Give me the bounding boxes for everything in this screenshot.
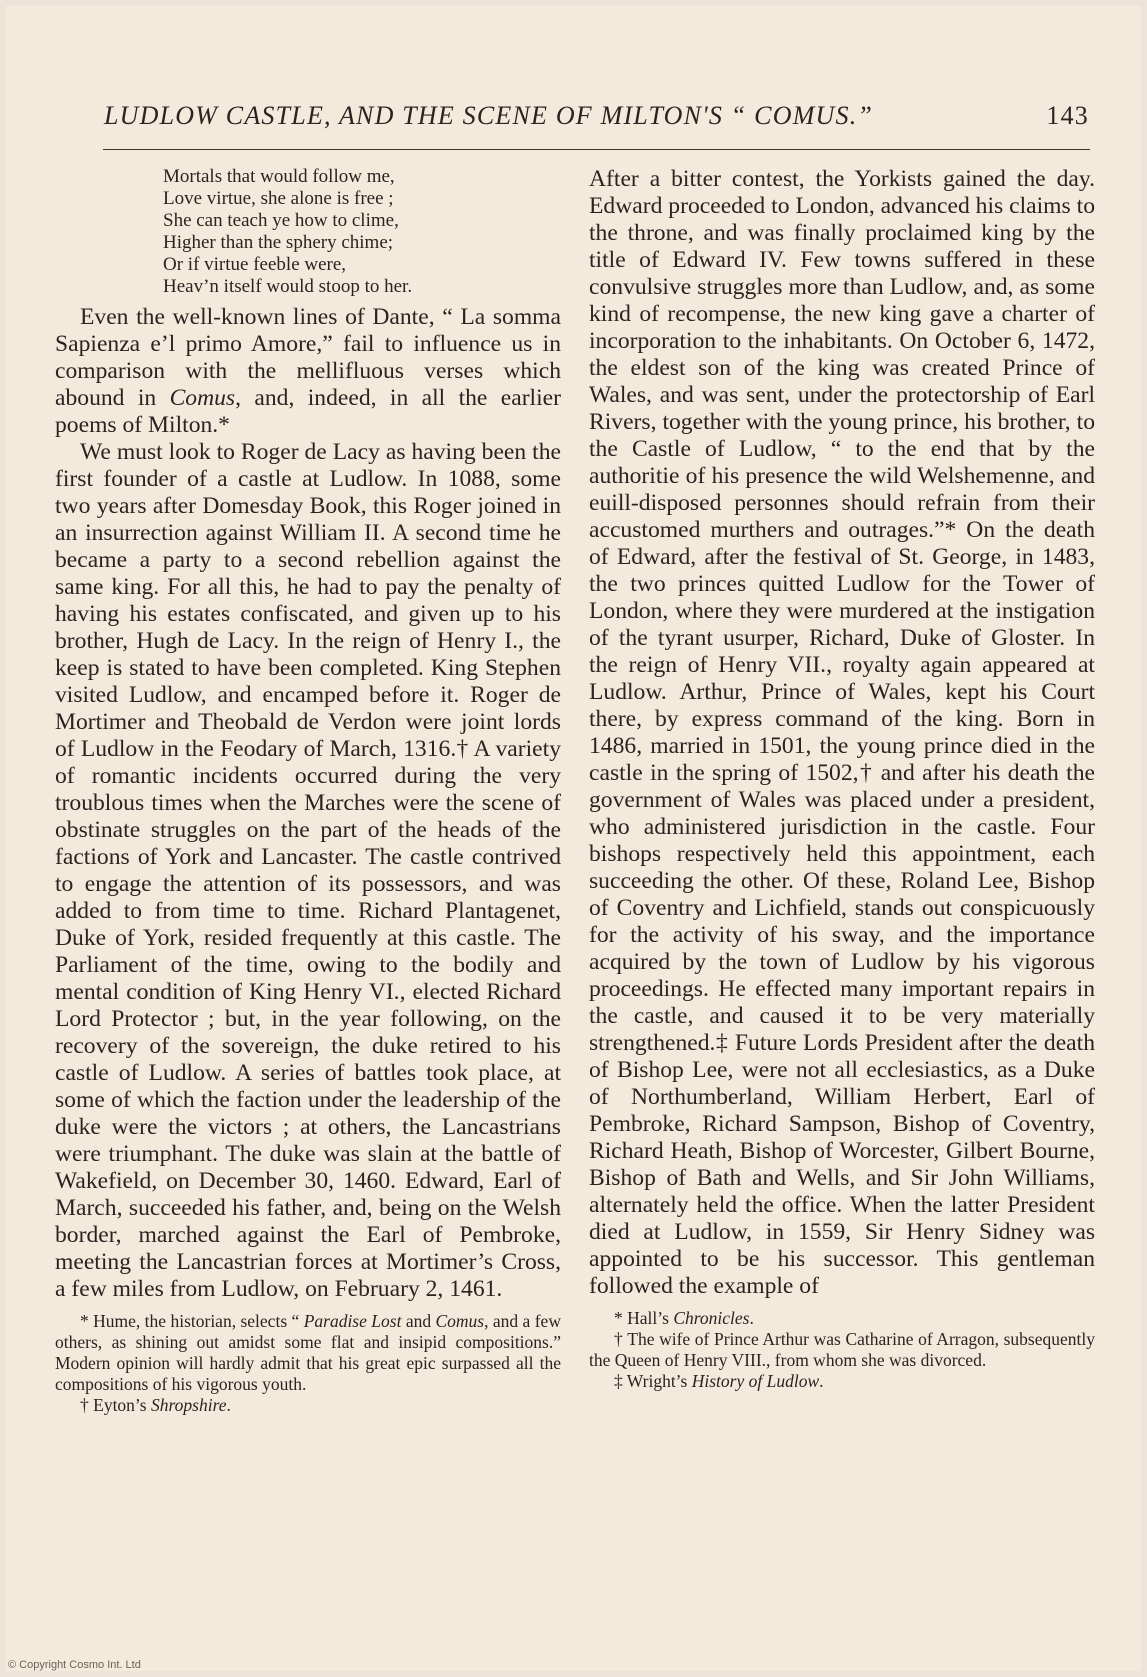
footnotes (55, 1311, 561, 1416)
verse-line: Or if virtue feeble were, (163, 254, 347, 275)
paragraph: We must look to Roger de Lacy as having been the first founder of a castle at Ludlow. In 1088, some two years after Domesday Book, this Roger joined in an insurrection against William II. A second time he became a party to a second rebellion against the same king. For all this, he had to pay the penalty of having his estates confiscated, and given up to his brother, Hugh de Lacy. In the reign of Henry I., the keep is stated to have been completed. King Stephen visited Ludlow, and encamped before it. Roger de Mortimer and Theobald de Verdon were joint lords of Ludlow in the Feodary of March, 1316.† A variety of romantic incidents occurred during the very troublous times when the Marches were the scene of obstinate struggles on the part of the heads of the factions of York and Lancaster. The castle contrived to engage the attention of its possessors, and was added to from time to time. Richard Plantagenet, Duke of York, resided frequently at this castle. The Parliament of the time, owing to the bodily and mental condition of King Henry VI., elected Richard Lord Protector ; but, in the year following, on the recovery of the sovereign, the duke retired to his castle of Ludlow. A series of battles took place, at some of which the faction under the leadership of the duke were the victors ; at others, the Lancastrians were triumphant. The duke was slain at the battle of Wakefield, on December 30, 1460. Edward, Earl of March, succeeded his father, and, being on the Welsh border, marched against the Earl of Pembroke, meeting the Lancastrian forces at Mortimer’s Cross, a few miles from Ludlow, on February 2, 1461. (55, 439, 561, 1302)
header-rule (103, 149, 1090, 150)
running-title: LUDLOW CASTLE, AND THE SCENE OF MILTON'S “ COMUS.” (104, 101, 874, 130)
left-column (55, 166, 561, 1416)
verse-line: Higher than the sphery chime; (163, 232, 394, 253)
footnote: * Hume, the historian, selects “ Paradise Lost and Comus, and a few others, as shining out amidst some flat and insipid compositions.” Modern opinion will hardly admit that his great epic surpassed all the compositions of his vigorous youth. (55, 1311, 561, 1394)
paragraph: Even the well-known lines of Dante, “ La somma Sapienza e’l primo Amore,” fail to influence us in comparison with the mellifluous verses which abound in Comus, and, indeed, in all the earlier poems of Milton.* (55, 304, 562, 438)
verse-line: Love virtue, she alone is free ; (163, 188, 394, 209)
footnotes (589, 1308, 1095, 1392)
verse-line: Mortals that would follow me, (163, 166, 395, 187)
running-header (104, 101, 1089, 131)
verse-line: She can teach ye how to clime, (163, 210, 399, 231)
verse-line: Heav’n itself would stoop to her. (163, 276, 413, 297)
footnote: † The wife of Prince Arthur was Catharine of Arragon, subsequently the Queen of Henry VIII., from whom she was divorced. (589, 1329, 1095, 1370)
verse-quote (163, 166, 561, 298)
paragraph: After a bitter contest, the Yorkists gained the day. Edward proceeded to London, advanced his claims to the throne, and was finally proclaimed king by the title of Edward IV. Few towns suffered in these convulsive struggles more than Ludlow, and, as some kind of recompense, the new king gave a charter of incorporation to the inhabitants. On October 6, 1472, the eldest son of the king was created Prince of Wales, and was sent, under the protectorship of Earl Rivers, together with the young prince, his brother, to the Castle of Ludlow, “ to the end that by the authoritie of his presence the wild Welshemenne, and euill-disposed personnes should refrain from their accustomed murthers and outrages.”* On the death of Edward, after the festival of St. George, in 1483, the two princes quitted Ludlow for the Tower of London, where they were murdered at the instigation of the tyrant usurper, Richard, Duke of Gloster. In the reign of Henry VII., royalty again appeared at Ludlow. Arthur, Prince of Wales, kept his Court there, by express command of the king. Born in 1486, married in 1501, the young prince died in the castle in the spring of 1502,† and after his death the government of Wales was placed under a president, who administered jurisdiction in the castle. Four bishops respectively held this appointment, each succeeding the other. Of these, Roland Lee, Bishop of Coventry and Lichfield, stands out conspicuously for the activity of his sway, and the importance acquired by the town of Ludlow by his vigorous proceedings. He effected many important repairs in the castle, and caused it to be very materially strengthened.‡ Future Lords President after the death of Bishop Lee, were not all ecclesiastics, as a Duke of Northumberland, William Herbert, Earl of Pembroke, Richard Sampson, Bishop of Coventry, Richard Heath, Bishop of Worcester, Gilbert Bourne, Bishop of Bath and Wells, and Sir John Williams, alternately held the office. When the latter President died at Ludlow, in 1559, Sir Henry Sidney was appointed to be his successor. This gentleman followed the example of (589, 166, 1095, 1299)
page-number: 143 (1046, 101, 1089, 130)
right-column (589, 166, 1095, 1392)
footnote: ‡ Wright’s History of Ludlow. (614, 1371, 824, 1391)
footnote: * Hall’s Chronicles. (614, 1308, 754, 1328)
footnote: † Eyton’s Shropshire. (80, 1395, 231, 1415)
copyright-watermark: © Copyright Cosmo Int. Ltd (8, 1659, 141, 1671)
